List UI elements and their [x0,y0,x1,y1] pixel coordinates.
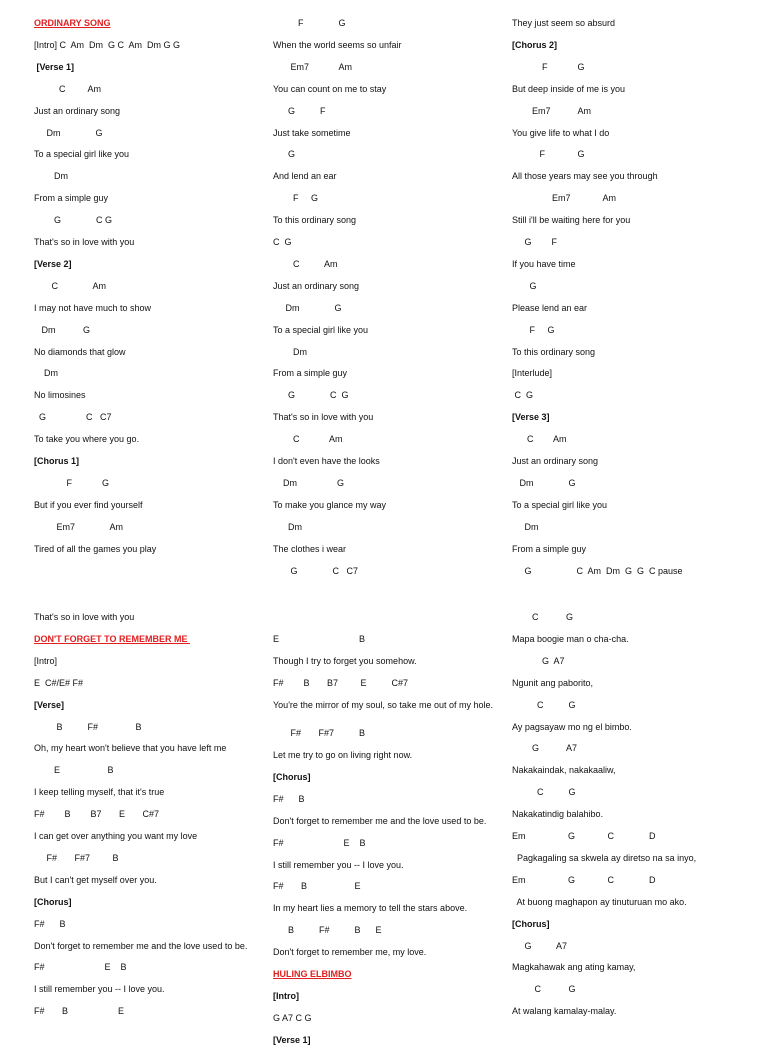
lyric-line: Don't forget to remember me, my love. [273,947,427,958]
section-label: [Verse 3] [512,412,550,423]
section-label: [Chorus] [273,771,311,782]
lyric-line: But if you ever find yourself [34,499,143,510]
lyric-line: To this ordinary song [512,346,596,357]
lyric-line: At walang kamalay-malay. [512,1006,617,1017]
chord-line: C Am [34,280,107,291]
chord-line: F G [512,61,585,72]
chord-line: G A7 [512,743,578,754]
lyric-line: You're the mirror of my soul, so take me out of my hole. [273,699,493,710]
chord-line: Em7 Am [512,193,617,204]
lyric-line: To a special girl like you [34,149,130,160]
chord-line: Em7 Am [512,105,592,116]
lyric-line: Just an ordinary song [512,456,599,466]
chord-line: E C#/E# F# [34,677,84,688]
song-title: DON'T FORGET TO REMEMBER ME [34,633,190,644]
lyric-line: Don't forget to remember me and the love used to be. [34,940,248,951]
lyric-line: To take you where you go. [34,434,140,445]
chord-line: Dm [273,521,302,532]
chord-line: Dm [273,346,308,357]
lyric-line: Nakakaindak, nakakaaliw, [512,765,616,776]
section-label: [Verse 2] [34,258,72,269]
chord-line: Em G C D [512,831,656,841]
chord-line: F# B E [273,881,361,892]
chord-line: E B [34,765,114,776]
lyric-line: Don't forget to remember me and the love used to be. [273,815,487,826]
lyric-line: I still remember you -- I love you. [34,984,165,995]
lyric-line: Ay pagsayaw mo ng el bimbo. [512,721,632,732]
lyric-line: Pagkagaling sa skwela ay diretso na sa inyo, [512,852,697,863]
chord-line: Dm [34,171,69,182]
chord-line: G C G [273,390,349,401]
lyric-line: You can count on me to stay [273,83,387,94]
lyric-line: I may not have much to show [34,302,152,313]
chord-line: F G [512,324,555,335]
chord-line: G F [273,105,326,116]
lyric-line: That's so in love with you [34,612,135,622]
lyric-line: That's so in love with you [273,412,374,423]
lyric-line: To make you glance my way [273,499,387,510]
chord-line: F# E B [34,962,127,973]
lyric-line: When the world seems so unfair [273,39,402,50]
lyric-line: Just an ordinary song [273,280,360,291]
lyric-line: Let me try to go on living right now. [273,750,413,761]
chord-line: F# B [273,793,305,804]
lyric-line: Just take sometime [273,127,351,138]
chord-line: G F [512,237,558,247]
lyric-line: That's so in love with you [34,237,135,247]
chord-line: F# B B7 E C#7 [34,809,160,820]
lyric-line: [Intro] [34,655,58,666]
chord-line: Dm G [34,324,91,335]
lyric-line: No limosines [34,390,86,401]
lyric-line: I still remember you -- I love you. [273,859,404,870]
lyric-line: Oh, my heart won't believe that you have left me [34,743,227,754]
lyric-line: Nakakatindig balahibo. [512,809,604,820]
lyric-line: But deep inside of me is you [512,83,626,94]
chord-line: F G [34,477,110,488]
lyric-line: At buong maghapon ay tinuturuan mo ako. [512,896,687,907]
chord-line: C Am [34,83,102,94]
chord-line: C G [512,787,576,798]
chord-line: F# E B [273,837,366,848]
chord-line: Dm [34,368,58,379]
chord-line: F G [273,18,346,28]
lyric-line: Still i'll be waiting here for you [512,215,631,226]
lyric-line: If you have time [512,258,576,269]
lyric-line: You give life to what I do [512,127,610,138]
chord-line: B F# B [34,721,142,732]
lyric-line: Please lend an ear [512,302,588,313]
chord-line: F# F#7 B [34,852,119,863]
chord-line: Dm [512,521,539,532]
lyric-line: And lend an ear [273,171,337,182]
lyric-line: To a special girl like you [512,499,608,510]
chord-line: G A7 [512,940,568,951]
lyric-line: To this ordinary song [273,215,357,226]
chord-line: G [273,149,296,160]
chord-line: Dm G [512,477,576,488]
chord-line: C G [512,984,576,995]
chord-line: C G [512,612,574,622]
chord-line: F G [273,193,319,204]
chord-line: G C Am Dm G G C pause [512,565,683,576]
lyric-line: Just an ordinary song [34,105,121,116]
chord-line: F# B [34,918,66,929]
chord-line: Em7 Am [34,521,124,532]
chord-line: F# F#7 B [273,728,366,739]
lyric-line: The clothes i wear [273,543,347,554]
lyric-line: [Intro] C Am Dm G C Am Dm G G [34,39,181,50]
lyric-line: Ngunit ang paborito, [512,677,594,688]
section-label: [Chorus] [34,896,72,907]
lyric-line: From a simple guy [512,543,587,554]
song-title: HULING ELBIMBO [273,969,352,980]
chord-line: Dm G [273,477,345,488]
chord-line: G C C7 [273,565,359,576]
chord-line: Em G C D [512,874,656,885]
lyric-line: I can get over anything you want my love [34,831,198,841]
chord-line: F# B B7 E C#7 [273,677,409,688]
lyric-line: All those years may see you through [512,171,658,182]
section-label: [Chorus 1] [34,456,79,466]
lyric-line: I don't even have the looks [273,456,380,466]
chord-line: C Am [273,434,343,445]
chord-line: C G [512,699,576,710]
lyric-line: Though I try to forget you somehow. [273,655,417,666]
lyric-line: But I can't get myself over you. [34,874,157,885]
section-label: [Verse] [34,699,65,710]
chord-line: E B [273,634,366,644]
lyric-line: Magkahawak ang ating kamay, [512,962,636,973]
chord-line: C Am [512,434,567,445]
section-label: [Chorus] [512,918,550,929]
section-label: [Verse 1] [273,1034,311,1045]
section-label: [Intro] [273,990,299,1001]
chord-line: F G [512,149,585,160]
chord-line: B F# B E [273,925,382,936]
chord-line: G C C7 [34,412,112,423]
lyric-line: In my heart lies a memory to tell the stars above. [273,903,468,914]
lyric-line: Mapa boogie man o cha-cha. [512,633,629,644]
chord-line: Dm G [273,302,342,313]
chord-line: C G [512,390,534,401]
chord-line: G C G [34,215,113,226]
section-label: [Verse 1] [34,61,75,72]
lyric-line: They just seem so absurd [512,18,616,28]
lyric-line: I keep telling myself, that it's true [34,787,165,798]
chord-line: C Am [273,258,338,269]
lyric-line: No diamonds that glow [34,346,126,357]
chord-line: Em7 Am [273,61,353,72]
chord-line: G A7 C G [273,1012,312,1023]
lyric-line: From a simple guy [273,368,348,379]
chord-line: C G [273,237,292,247]
chord-line: F# B E [34,1006,125,1017]
chord-line: G A7 [512,655,565,666]
song-title: ORDINARY SONG [34,18,111,28]
lyric-line: [Interlude] [512,368,553,379]
chord-line: G [512,280,537,291]
lyric-line: To a special girl like you [273,324,369,335]
lyric-line: Tired of all the games you play [34,543,157,554]
section-label: [Chorus 2] [512,39,557,50]
chord-line: Dm G [34,127,103,138]
lyric-line: From a simple guy [34,193,109,204]
